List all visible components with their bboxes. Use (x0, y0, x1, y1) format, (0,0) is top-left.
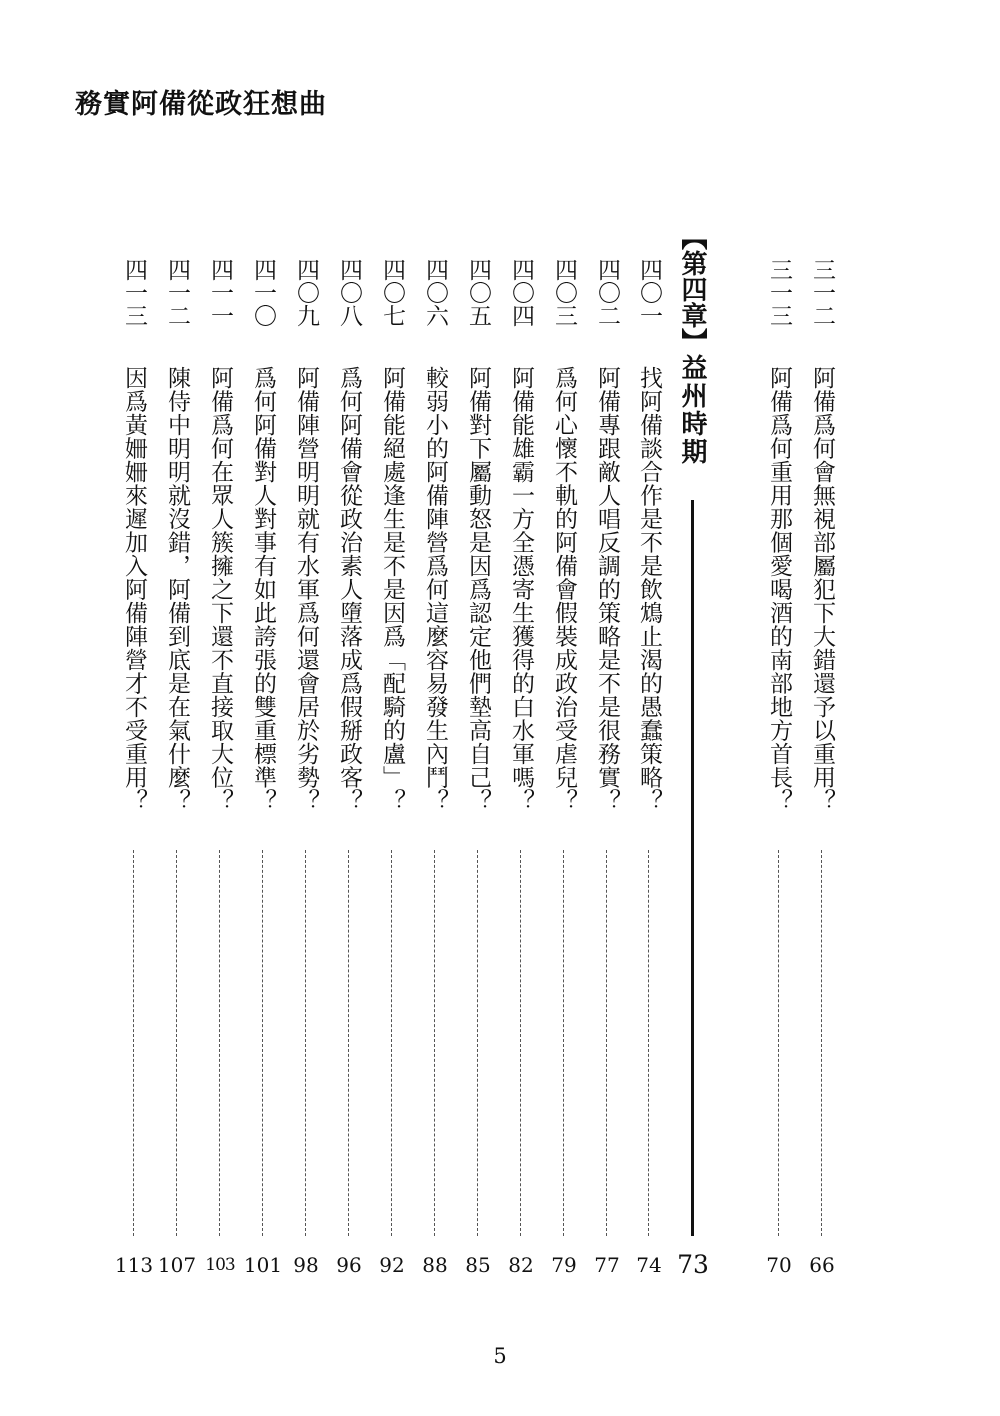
entry-number: 四〇六 (422, 258, 448, 327)
dotted-leader (176, 850, 177, 1236)
entry-number: 四〇一 (636, 258, 662, 327)
entry-page: 74 (636, 1253, 662, 1277)
entry-number: 四一一 (207, 258, 233, 327)
dotted-leader (648, 850, 649, 1236)
entry-number: 四〇三 (551, 258, 577, 327)
entry-page: 82 (508, 1253, 534, 1277)
entry-title: 阿備能雄霸一方全憑寄生獲得的白水軍嗎？ (508, 366, 534, 813)
entry-page: 101 (243, 1253, 283, 1277)
toc-entry-405 (461, 258, 495, 1278)
entry-number: 四一〇 (250, 258, 276, 327)
toc-entry-401 (632, 258, 666, 1278)
chapter-title: 益州時期 (677, 354, 707, 466)
dotted-leader (348, 850, 349, 1236)
entry-title: 阿備能絕處逢生是不是因爲「配騎的盧」？ (379, 366, 405, 813)
toc-entry-409 (289, 258, 323, 1278)
toc-entry-402 (590, 258, 624, 1278)
entry-number: 四〇四 (508, 258, 534, 327)
toc-entry-411 (203, 258, 237, 1278)
entry-number: 三一三 (766, 258, 792, 327)
chapter-number: 【第四章】 (677, 224, 707, 354)
entry-title: 阿備爲何在眾人簇擁之下還不直接取大位？ (207, 366, 233, 813)
entry-number: 四〇七 (379, 258, 405, 327)
dotted-leader (477, 850, 478, 1236)
entry-number: 四一三 (121, 258, 147, 327)
solid-leader (691, 500, 694, 1236)
toc-entry-312 (805, 258, 839, 1278)
entry-title: 阿備專跟敵人唱反調的策略是不是很務實？ (594, 366, 620, 813)
dotted-leader (262, 850, 263, 1236)
toc-entry-412 (157, 258, 197, 1278)
entry-number: 四〇二 (594, 258, 620, 327)
dotted-leader (778, 850, 779, 1236)
entry-number: 四〇八 (336, 258, 362, 327)
toc-entry-407 (375, 258, 409, 1278)
entry-title: 阿備爲何會無視部屬犯下大錯還予以重用？ (809, 366, 835, 813)
toc-entry-408 (332, 258, 366, 1278)
entry-page: 96 (336, 1253, 362, 1277)
dotted-leader (219, 850, 220, 1236)
dotted-leader (606, 850, 607, 1236)
toc-entry-406 (418, 258, 452, 1278)
entry-title: 爲何阿備對人對事有如此誇張的雙重標準？ (250, 366, 276, 813)
toc-entry-404 (504, 258, 538, 1278)
entry-page: 85 (465, 1253, 491, 1277)
toc-entry-410 (243, 258, 283, 1278)
entry-page: 92 (379, 1253, 405, 1277)
entry-page: 88 (422, 1253, 448, 1277)
dotted-leader (305, 850, 306, 1236)
toc-entry-403 (547, 258, 581, 1278)
dotted-leader (391, 850, 392, 1236)
entry-title: 陳侍中明明就沒錯，阿備到底是在氣什麼？ (164, 366, 190, 813)
entry-page: 103 (205, 1255, 235, 1275)
entry-title: 爲何心懷不軌的阿備會假裝成政治受虐兒？ (551, 366, 577, 813)
entry-title: 因爲黃姍姍來遲加入阿備陣營才不受重用？ (121, 366, 147, 813)
page-number: 5 (493, 1344, 507, 1368)
entry-page: 107 (157, 1253, 197, 1277)
dotted-leader (434, 850, 435, 1236)
entry-number: 四〇九 (293, 258, 319, 327)
entry-number: 三一二 (809, 258, 835, 327)
entry-title: 找阿備談合作是不是飲鴆止渴的愚蠢策略？ (636, 366, 662, 813)
dotted-leader (821, 850, 822, 1236)
entry-page: 79 (551, 1253, 577, 1277)
toc-chapter-4 (676, 224, 710, 1278)
running-title: 務實阿備從政狂想曲 (75, 89, 327, 120)
dotted-leader (133, 850, 134, 1236)
entry-title: 阿備對下屬動怒是因爲認定他們墊高自己？ (465, 366, 491, 813)
entry-page: 70 (766, 1253, 792, 1277)
entry-page: 77 (594, 1253, 620, 1277)
entry-number: 四一二 (164, 258, 190, 327)
toc-entry-313 (762, 258, 796, 1278)
dotted-leader (520, 850, 521, 1236)
entry-title: 阿備陣營明明就有水軍爲何還會居於劣勢？ (293, 366, 319, 813)
entry-page: 113 (114, 1253, 154, 1277)
entry-number: 四〇五 (465, 258, 491, 327)
entry-title: 較弱小的阿備陣營爲何這麼容易發生內鬥？ (422, 366, 448, 813)
dotted-leader (563, 850, 564, 1236)
entry-title: 爲何阿備會從政治素人墮落成爲假掰政客？ (336, 366, 362, 813)
entry-title: 阿備爲何重用那個愛喝酒的南部地方首長？ (766, 366, 792, 813)
entry-page: 66 (809, 1253, 835, 1277)
chapter-page: 73 (677, 1250, 709, 1279)
toc-entry-413 (114, 258, 154, 1278)
entry-page: 98 (293, 1253, 319, 1277)
